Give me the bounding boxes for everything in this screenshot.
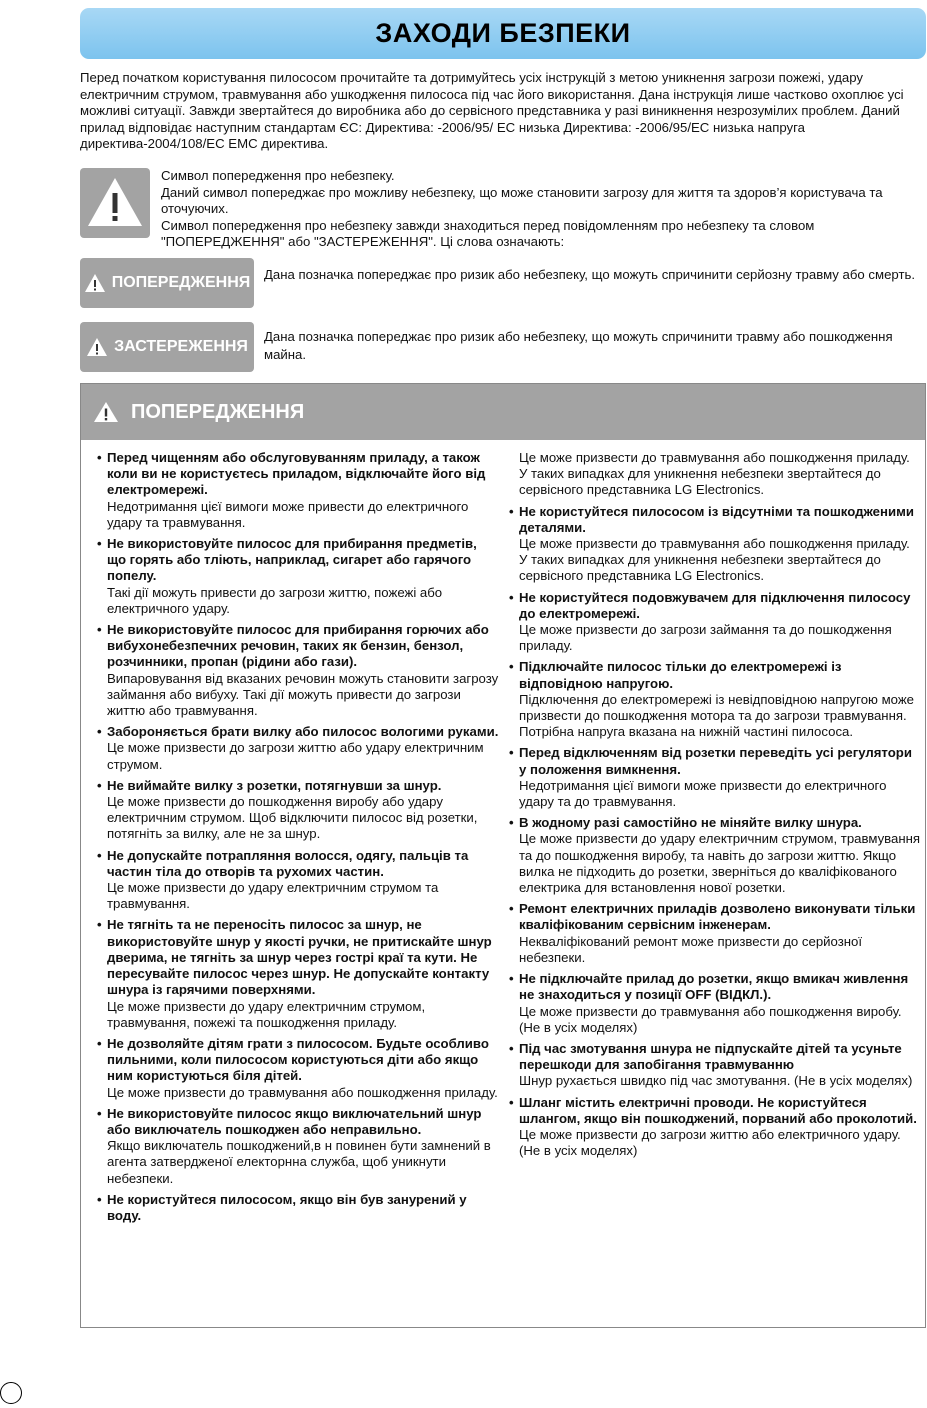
list-item [97, 917, 499, 1030]
item-heading: • Не допускайте потрапляння волосся, одягу, пальців та частин тіла до отворів та рухомих частин. [107, 847, 469, 879]
item-heading: • Забороняється брати вилку або пилосос вологими руками. [107, 724, 499, 740]
list-item [97, 1036, 499, 1101]
item-heading: • Перед відключенням від розетки переведіть усі регулятори у положення вимкнення. [519, 745, 912, 777]
item-heading: • Не підключайте прилад до розетки, якщо вмикач живлення не знаходиться у позиції OFF (ВІДКЛ.). [519, 971, 909, 1003]
list-item [97, 536, 499, 617]
caution-badge-description: Дана позначка попереджає про ризик або небезпеку, що можуть спричинити травму або пошкодження майна. [264, 329, 893, 362]
page-title: ЗАХОДИ БЕЗПЕКИ [375, 18, 631, 48]
item-heading: • Не використовуйте пилосос для прибирання горючих або вибухонебезпечних речовин, таких як бензин, бензол, розчинники, пропан (рідини або гази). [107, 622, 489, 670]
item-heading: • Не виймайте вилку з розетки, потягнувши за шнур. [107, 777, 442, 793]
item-heading: • Не використовуйте пилосос якщо виключательний шнур або виключатель пошкоджен або неправильно. [107, 1105, 482, 1137]
item-text: Це може призвести до загрози займання та до пошкодження приладу. [519, 622, 892, 654]
item-text: Якщо виключатель пошкоджений,в н повинен бути замнений в агента затвердженої електорнна служба, щоб уникнути небезпеки. [107, 1138, 491, 1186]
item-text: Недотримання цієї вимоги може призвести до електричного удару та до травмування. [519, 777, 887, 810]
right-column [509, 450, 921, 1164]
item-text: Некваліфікований ремонт може призвести до серйозної небезпеки. [519, 933, 863, 965]
item-text: Це може призвести до травмування або пошкодження приладу. У таких випадках для уникнення небезпеки звертайтеся до сервісного представника LG Electronics. [519, 536, 910, 584]
left-column [97, 450, 499, 1229]
item-text: Це може призвести до удару електричним струмом, травмування, пожежі та пошкодження приладу. [107, 998, 426, 1030]
item-text: Це може призвести до загрози життю або електричного удару.(Не в усіх моделях) [519, 1126, 901, 1159]
item-heading: • Шланг містить електричні проводи. Не користуйтеся шлангом, якщо він пошкоджений, порваний або проколотий. [519, 1094, 917, 1126]
item-text: Підключення до електромережі із невідповідною напругою може призвести до пошкодження мотора та до загрози травмування. Потрібна напруга вказана на нижній частині пилососа. [519, 691, 914, 740]
item-heading: • Не користуйтеся пилососом із відсутніми та пошкодженими деталями. [519, 503, 914, 535]
intro-paragraph: Перед початком користування пилососом прочитайте та дотримуйтесь усіх інструкцій з метою уникнення загрози пожежі, удару електричним струмом, травмування або ушкодження пилососа під час його використання. Дана інструкція лише частково охоплює усі можливі ситуації. Завжди звертайтеся до виробника або до сервісного представника у разі виникнення незрозумілих проблем. Даний прилад відповідає наступним стандартам ЄС: Директива: -2006/95/ ЕС низька Директива: -2006/95/ЕС низька напруга директива-2004/108/ЕС ЕМС директива. [80, 70, 904, 151]
continued-text: Це може призвести до травмування або пошкодження приладу. У таких випадках для уникнення небезпеки звертайтеся до сервісного представника LG Electronics. [519, 450, 910, 498]
warning-triangle-icon [84, 273, 106, 293]
symbol-description [161, 168, 926, 251]
intro-text [80, 70, 926, 153]
item-heading: • Не використовуйте пилосос для прибирання предметів, що горять або тліють, наприклад, сигарет або гарячого попелу. [107, 536, 477, 584]
warning-panel [80, 383, 926, 1328]
list-item [97, 1106, 499, 1187]
list-item [509, 504, 921, 585]
item-text: Такі дії можуть привести до загрози життю, пожежі або електричного удару. [107, 584, 443, 616]
item-heading: • Підключайте пилосос тільки до електромережі із відповідною напругою. [519, 659, 842, 691]
item-text: Це може призвести до удару електричним струмом та травмування. [107, 880, 439, 912]
item-text: Випаровування від вказаних речовин можуть становити загрозу займання або вибуху. Такі дії можуть привести до загрози життю або травмування. [107, 670, 499, 719]
item-text: Шнур рухається швидко під час змотування. (Не в усіх моделях) [519, 1073, 913, 1089]
list-item [97, 848, 499, 913]
warning-triangle-icon [86, 337, 108, 357]
warning-badge [80, 258, 254, 308]
item-heading: • В жодному разі самостійно не міняйте вилку шнура. [519, 815, 862, 831]
list-item [509, 901, 921, 966]
symbol-line: Даний символ попереджає про можливу небезпеку, що може становити загрозу для життя та здоров’я користувача та оточуючих. [161, 184, 883, 216]
badge-label: ПОПЕРЕДЖЕННЯ [111, 274, 251, 291]
symbol-line: Символ попередження про небезпеку завжди знаходиться перед повідомленням про небезпеку та словом "ПОПЕРЕДЖЕННЯ" або "ЗАСТЕРЕЖЕННЯ". Ці слова означають: [161, 217, 815, 249]
warning-badge-description: Дана позначка попереджає про ризик або небезпеку, що можуть спричинити серйозну травму або смерть. [264, 267, 916, 282]
list-item [97, 778, 499, 843]
list-item [97, 450, 499, 531]
title-bar [80, 8, 926, 59]
list-item [509, 745, 921, 810]
caution-badge [80, 322, 254, 372]
item-text: Недотримання цієї вимоги може привести до електричного удару та травмування. [107, 498, 469, 530]
list-item [509, 971, 921, 1036]
item-heading: • Не тягніть та не переносіть пилосос за шнур, не використовуйте шнур у якості ручки, не притискайте шнур дверима, не тягніть за шнур через гострі краї та кути. Не пересувайте пилосос через шнур. Не допускайте контакту шнура із гарячими поверхнями. [107, 917, 492, 998]
list-item [509, 815, 921, 896]
item-text: Це може призвести до травмування або пошкодження приладу. [107, 1084, 498, 1100]
badge-label: ЗАСТЕРЕЖЕННЯ [114, 338, 248, 355]
list-item [509, 1095, 921, 1160]
warning-triangle-icon [80, 168, 150, 238]
list-item [509, 1041, 921, 1090]
list-item [97, 622, 499, 719]
item-text: Це може призвести до травмування або пошкодження виробу.(Не в усіх моделях) [519, 1003, 902, 1035]
symbol-line: Символ попередження про небезпеку. [161, 168, 395, 183]
list-item [509, 659, 921, 740]
item-heading: • Під час змотування шнура не підпускайте дітей та усуньте перешкоди для запобігання травмуванню [519, 1040, 902, 1073]
item-heading: • Ремонт електричних приладів дозволено виконувати тільки кваліфікованим сервісним інженерам. [519, 901, 916, 933]
item-heading: • Не користуйтеся подовжувачем для підключення пилососу до електромережі. [519, 589, 911, 621]
warning-panel-header [81, 384, 925, 440]
item-text: Це може призвести до пошкодження виробу або удару електричним струмом. Щоб відключити пилосос від розетки, потягніть за вилку, але не за шнур. [107, 794, 478, 842]
list-item [97, 724, 499, 773]
list-item [509, 590, 921, 655]
item-text: Це може призвести до удару електричним струмом, травмування та до пошкодження виробу, та навіть до загрози життю. Якщо вилка не підходить до розетки, зверніться до кваліфікованого електрика для встановлення нової розетки. [519, 831, 921, 896]
item-heading: • Не дозволяйте дітям грати з пилососом. Будьте особливо пильними, коли пилососом користуються діти або якщо ним користуються біля дітей. [107, 1035, 489, 1084]
page-number-circle [0, 1382, 22, 1404]
item-heading: • Перед чищенням або обслуговуванням приладу, а також коли ви не користуєтесь приладом, відключайте його від електромережі. [107, 450, 486, 498]
item-heading: • Не користуйтеся пилососом, якщо він був занурений у воду. [107, 1191, 467, 1223]
item-text: Це може призвести до загрози життю або удару електричним струмом. [107, 740, 484, 772]
list-item [97, 1192, 499, 1224]
hazard-symbol [80, 168, 150, 238]
warning-panel-title: ПОПЕРЕДЖЕННЯ [131, 400, 305, 423]
warning-triangle-icon [93, 401, 119, 423]
